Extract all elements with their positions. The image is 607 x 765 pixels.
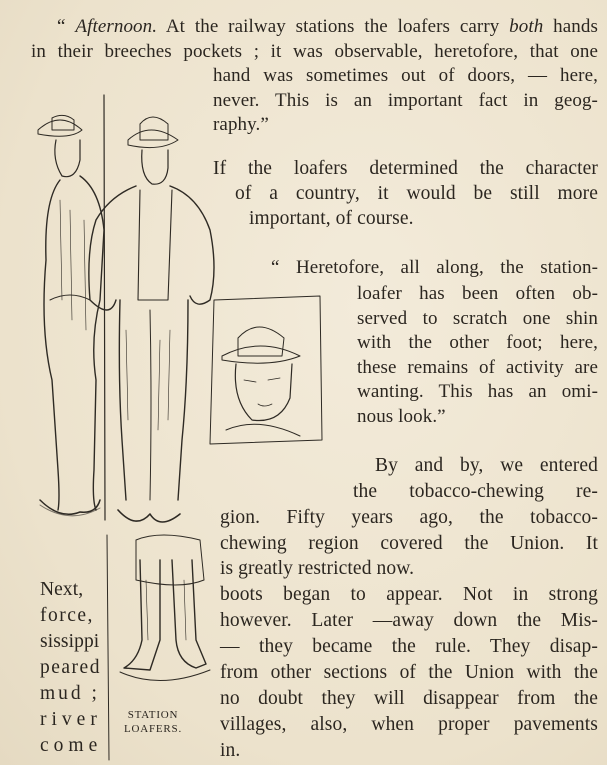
p5-right-line-2: however. Later —away down the Mis- (220, 610, 598, 631)
p4-line-2: the tobacco-chewing re- (353, 481, 598, 502)
p1-line-3: hand was sometimes out of doors, — here, (213, 65, 598, 86)
p1-line-1-text: At the railway stations the loafers carry (157, 16, 510, 37)
italic-both: both (509, 16, 544, 37)
p5-left-line-5: mud ; (40, 683, 100, 704)
p1-line-1 (57, 15, 598, 39)
p1-line-1-end: hands (543, 16, 598, 37)
p3-line-3: served to scratch one shin (357, 308, 598, 329)
p5-left-line-1: Next, (40, 579, 84, 600)
p3-line-5: these remains of activity are (357, 357, 598, 378)
loafer-center-figure (89, 117, 214, 522)
p3-line-7: nous look.” (357, 406, 446, 427)
p5-left-line-4: peared (40, 657, 101, 678)
p3-line-6: wanting. This has an omi- (357, 381, 598, 402)
p4-line-4: chewing region covered the Union. It (220, 533, 598, 554)
open-quote: “ (57, 16, 66, 37)
loafer-lower-figure (120, 535, 210, 681)
p2-line-2: of a country, it would be still more (235, 183, 598, 204)
p3-line-1: “ Heretofore, all along, the station- (271, 257, 598, 278)
p4-line-3: gion. Fifty years ago, the tobacco- (220, 507, 598, 528)
p1-line-5: raphy.” (213, 114, 269, 135)
caption-line-2: LOAFERS. (123, 723, 183, 735)
p5-left-line-6: river (40, 709, 102, 730)
caption-line-1: STATION (127, 709, 179, 721)
p5-right-line-7: in. (220, 740, 241, 761)
p3-line-4: with the other foot; here, (357, 332, 598, 353)
illustration-caption (112, 708, 194, 736)
p1-line-2: in their breeches pockets ; it was observable, heretofore, that one (31, 41, 598, 62)
italic-afternoon: Afternoon. (75, 16, 158, 37)
p4-line-1: By and by, we entered (375, 455, 598, 476)
p2-line-3: important, of course. (249, 208, 414, 229)
p2-line-1: If the loafers determined the character (213, 158, 598, 179)
p4-line-5: is greatly restricted now. (220, 558, 415, 579)
p5-left-line-3: sissippi (40, 631, 100, 652)
p5-right-line-1: boots began to appear. Not in strong (220, 584, 598, 605)
loafer-left-figure (38, 115, 104, 515)
p5-left-line-7: come (40, 735, 103, 756)
p5-right-line-5: no doubt they will disappear from the (220, 688, 598, 709)
p5-right-line-3: — they became the rule. They disap- (220, 636, 598, 657)
p5-right-line-6: villages, also, when proper pavements (220, 714, 598, 735)
p5-right-line-4: from other sections of the Union with the (220, 662, 598, 683)
p3-line-2: loafer has been often ob- (357, 283, 598, 304)
loafer-portrait-vignette (210, 296, 322, 444)
p1-line-4: never. This is an important fact in geog- (213, 90, 598, 111)
p5-left-line-2: force, (40, 605, 94, 626)
